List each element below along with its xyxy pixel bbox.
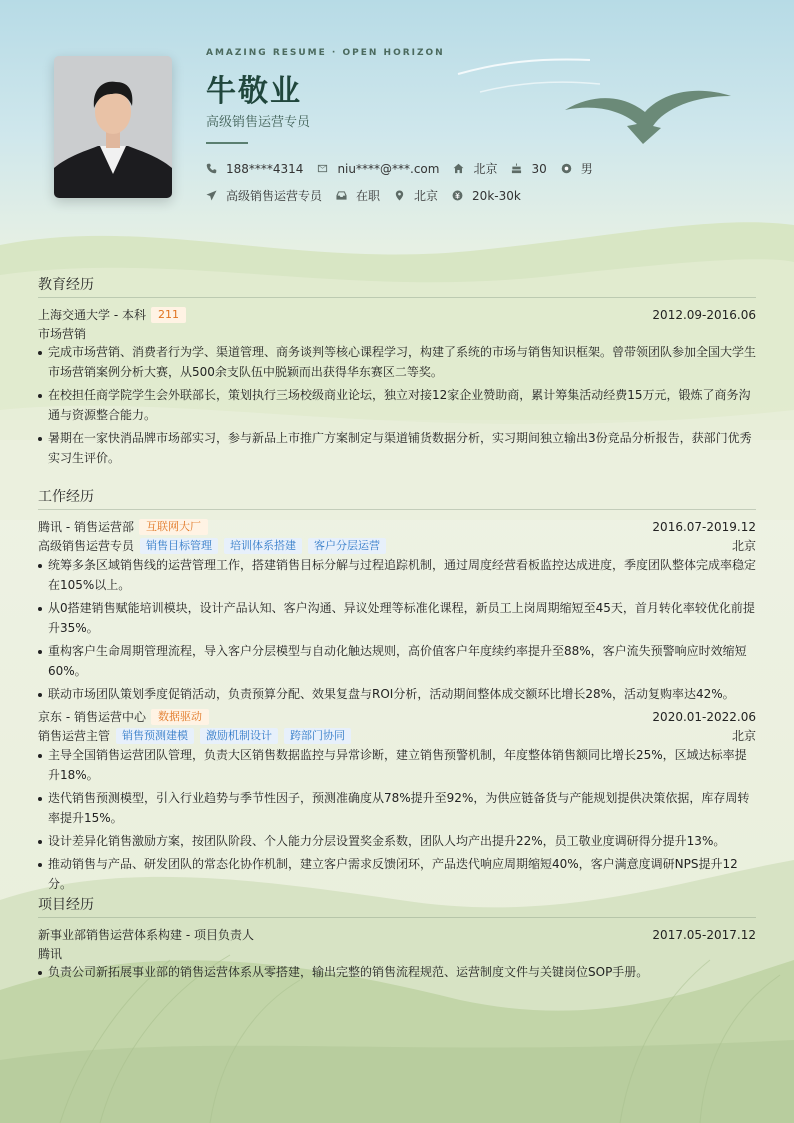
job-entry xyxy=(38,517,756,704)
job-company: 京东 - 销售运营中心 xyxy=(38,710,146,724)
list-item: 联动市场团队策划季度促销活动，负责预算分配、效果复盘与ROI分析，活动期间整体成交额环比增长28%，活动复购率达42%。 xyxy=(38,684,756,704)
job-tag: 数据驱动 xyxy=(151,709,209,725)
home-icon xyxy=(453,163,464,174)
candidate-title: 高级销售运营专员 xyxy=(206,115,311,130)
job-entry xyxy=(38,707,756,894)
gender-item xyxy=(561,160,593,177)
job-company: 腾讯 - 销售运营部 xyxy=(38,520,134,534)
list-item: 暑期在一家快消品牌市场部实习，参与新品上市推广方案制定与渠道铺货数据分析，实习期间独立输出3份竞品分析报告，获部门优秀实习生评价。 xyxy=(38,428,756,468)
list-item: 设计差异化销售激励方案，按团队阶段、个人能力分层设置奖金系数，团队人均产出提升22%，员工敬业度调研得分提升13%。 xyxy=(38,831,756,851)
job-date: 2016.07-2019.12 xyxy=(652,519,756,534)
intent-city-item xyxy=(394,187,438,204)
avatar xyxy=(54,56,172,198)
job-intent-row xyxy=(206,187,535,204)
section-title: 项目经历 xyxy=(38,894,756,918)
work-section xyxy=(38,486,756,897)
job-city: 北京 xyxy=(731,539,756,553)
inbox-icon xyxy=(336,190,347,201)
list-item: 完成市场营销、消费者行为学、渠道管理、商务谈判等核心课程学习，构建了系统的市场与销售知识框架。曾带领团队参加全国大学生市场营销案例分析大赛，从500余支队伍中脱颖而出获得华东赛区二等奖。 xyxy=(38,342,756,382)
project-date: 2017.05-2017.12 xyxy=(652,927,756,942)
skill-tag: 客户分层运营 xyxy=(308,538,386,554)
send-icon xyxy=(206,190,217,201)
email-item xyxy=(317,162,439,176)
job-position-row xyxy=(38,726,756,745)
age-item xyxy=(511,162,546,176)
list-item: 从0搭建销售赋能培训模块，设计产品认知、客户沟通、异议处理等标准化课程，新员工上岗周期缩短至45天，首月转化率较优化前提升35%。 xyxy=(38,598,756,638)
project-org: 腾讯 xyxy=(38,946,63,961)
salary-text: 20k-30k xyxy=(472,188,521,203)
candidate-name: 牛敬业 xyxy=(206,74,302,109)
list-item: 负责公司新拓展事业部的销售运营体系从零搭建，输出完整的销售流程规范、运营制度文件与关键岗位SOP手册。 xyxy=(38,962,756,982)
skill-tag: 激励机制设计 xyxy=(200,728,278,744)
status-text: 在职 xyxy=(356,189,381,203)
job-header-row xyxy=(38,707,756,726)
school-tag: 211 xyxy=(151,307,186,323)
city-item xyxy=(453,160,497,177)
project-header-row xyxy=(38,925,756,944)
phone-icon xyxy=(206,163,217,174)
status-item xyxy=(336,187,380,204)
job-bullets xyxy=(38,555,756,704)
projects-section xyxy=(38,894,756,985)
section-title: 工作经历 xyxy=(38,486,756,510)
list-item: 统筹多条区域销售线的运营管理工作，搭建销售目标分解与过程追踪机制，通过周度经营看板监控达成进度，季度团队整体完成率稳定在105%以上。 xyxy=(38,555,756,595)
phone-text: 188****4314 xyxy=(226,161,304,176)
intent-position-text: 高级销售运营专员 xyxy=(226,189,323,203)
education-header-row xyxy=(38,305,756,324)
skill-tag: 培训体系搭建 xyxy=(224,538,302,554)
project-name: 新事业部销售运营体系构建 - 项目负责人 xyxy=(38,928,254,942)
job-header-row xyxy=(38,517,756,536)
money-icon xyxy=(452,190,463,201)
bird-icon xyxy=(565,82,733,146)
education-date: 2012.09-2016.06 xyxy=(652,307,756,322)
gender-text: 男 xyxy=(580,162,593,176)
skill-tag: 销售预测建模 xyxy=(116,728,194,744)
education-bullets xyxy=(38,342,756,468)
title-divider xyxy=(206,142,248,144)
email-text: niu****@***.com xyxy=(337,161,440,176)
job-bullets xyxy=(38,745,756,894)
job-date: 2020.01-2022.06 xyxy=(652,709,756,724)
section-title: 教育经历 xyxy=(38,274,756,298)
skill-tag: 销售目标管理 xyxy=(140,538,218,554)
city-text: 北京 xyxy=(473,162,498,176)
list-item: 重构客户生命周期管理流程，导入客户分层模型与自动化触达规则，高价值客户年度续约率提升至88%，客户流失预警响应时效缩短60%。 xyxy=(38,641,756,681)
brand-tagline: AMAZING RESUME · OPEN HORIZON xyxy=(206,48,445,58)
cake-icon xyxy=(511,163,522,174)
intent-city-text: 北京 xyxy=(414,189,439,203)
project-bullets xyxy=(38,962,756,982)
list-item: 在校担任商学院学生会外联部长，策划执行三场校级商业论坛，独立对接12家企业赞助商，累计筹集活动经费15万元，锻炼了商务沟通与资源整合能力。 xyxy=(38,385,756,425)
list-item: 主导全国销售运营团队管理，负责大区销售数据监控与异常诊断，建立销售预警机制，年度整体销售额同比增长25%，区域达标率提升18%。 xyxy=(38,745,756,785)
contact-info-row xyxy=(206,160,607,177)
list-item: 推动销售与产品、研发团队的常态化协作机制，建立客户需求反馈闭环，产品迭代响应周期缩短40%，客户满意度调研NPS提升12分。 xyxy=(38,854,756,894)
salary-item xyxy=(452,189,521,203)
intent-position-item xyxy=(206,187,322,204)
school-name: 上海交通大学 - 本科 xyxy=(38,308,146,322)
job-city: 北京 xyxy=(731,729,756,743)
gender-icon xyxy=(561,163,572,174)
list-item: 迭代销售预测模型，引入行业趋势与季节性因子，预测准确度从78%提升至92%，为供应链备货与产能规划提供决策依据，库存周转率提升15%。 xyxy=(38,788,756,828)
job-tag: 互联网大厂 xyxy=(139,519,208,535)
education-section xyxy=(38,274,756,471)
mail-icon xyxy=(317,163,328,174)
job-position: 高级销售运营专员 xyxy=(38,539,135,553)
job-position-row xyxy=(38,536,756,555)
job-position: 销售运营主管 xyxy=(38,729,111,743)
age-text: 30 xyxy=(531,161,547,176)
phone-item xyxy=(206,162,303,176)
skill-tag: 跨部门协同 xyxy=(284,728,351,744)
major: 市场营销 xyxy=(38,326,87,341)
location-icon xyxy=(394,190,405,201)
